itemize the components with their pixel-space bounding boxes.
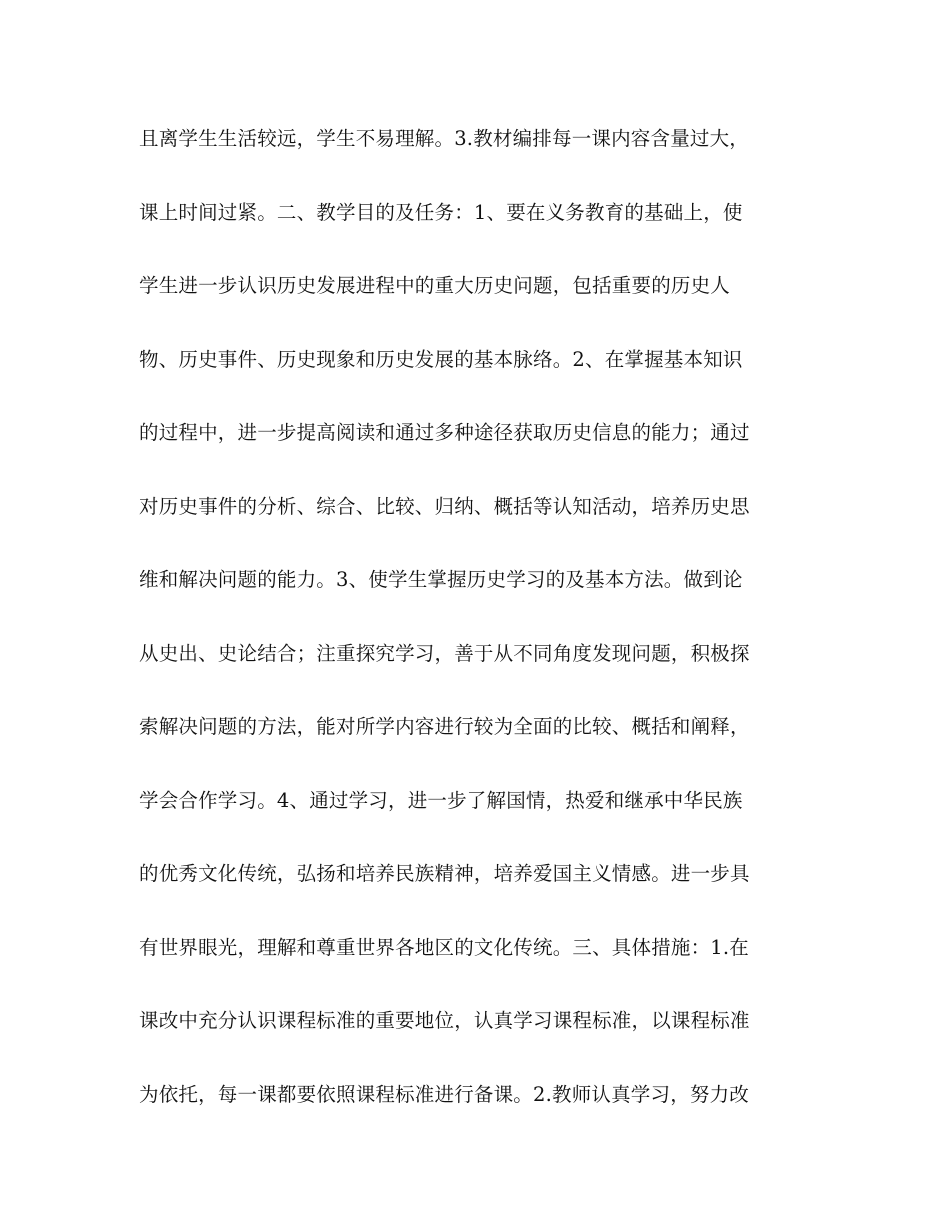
text-line: 的优秀文化传统，弘扬和培养民族精神，培养爱国主义情感。进一步具 (139, 862, 750, 885)
text-line: 课上时间过紧。二、教学目的及任务：1、要在义务教育的基础上，使 (139, 200, 743, 224)
body-text (139, 121, 819, 1150)
text-line: 维和解决问题的能力。3、使学生掌握历史学习的及基本方法。做到论 (139, 568, 743, 591)
text-line: 学会合作学习。4、通过学习，进一步了解国情，热爱和继承中华民族 (139, 788, 743, 812)
text-line: 的过程中，进一步提高阅读和通过多种途径获取历史信息的能力；通过 (139, 421, 750, 444)
text-line: 从史出、史论结合；注重探究学习，善于从不同角度发现问题，积极探 (139, 641, 750, 665)
text-line: 课改中充分认识课程标准的重要地位，认真学习课程标准，以课程标准 (139, 1009, 750, 1032)
text-line: 对历史事件的分析、综合、比较、归纳、概括等认知活动，培养历史思 (139, 494, 750, 518)
text-line: 学生进一步认识历史发展进程中的重大历史问题，包括重要的历史人 (139, 274, 731, 297)
text-line: 且离学生生活较远，学生不易理解。3.教材编排每一课内容含量过大， (139, 127, 750, 150)
text-line: 物、历史事件、历史现象和历史发展的基本脉络。2、在掌握基本知识 (139, 347, 743, 371)
text-line: 为依托，每一课都要依照课程标准进行备课。2.教师认真学习，努力改 (139, 1082, 750, 1106)
text-line: 索解决问题的方法，能对所学内容进行较为全面的比较、概括和阐释， (139, 715, 750, 738)
text-line: 有世界眼光，理解和尊重世界各地区的文化传统。三、具体措施：1.在 (139, 935, 750, 959)
